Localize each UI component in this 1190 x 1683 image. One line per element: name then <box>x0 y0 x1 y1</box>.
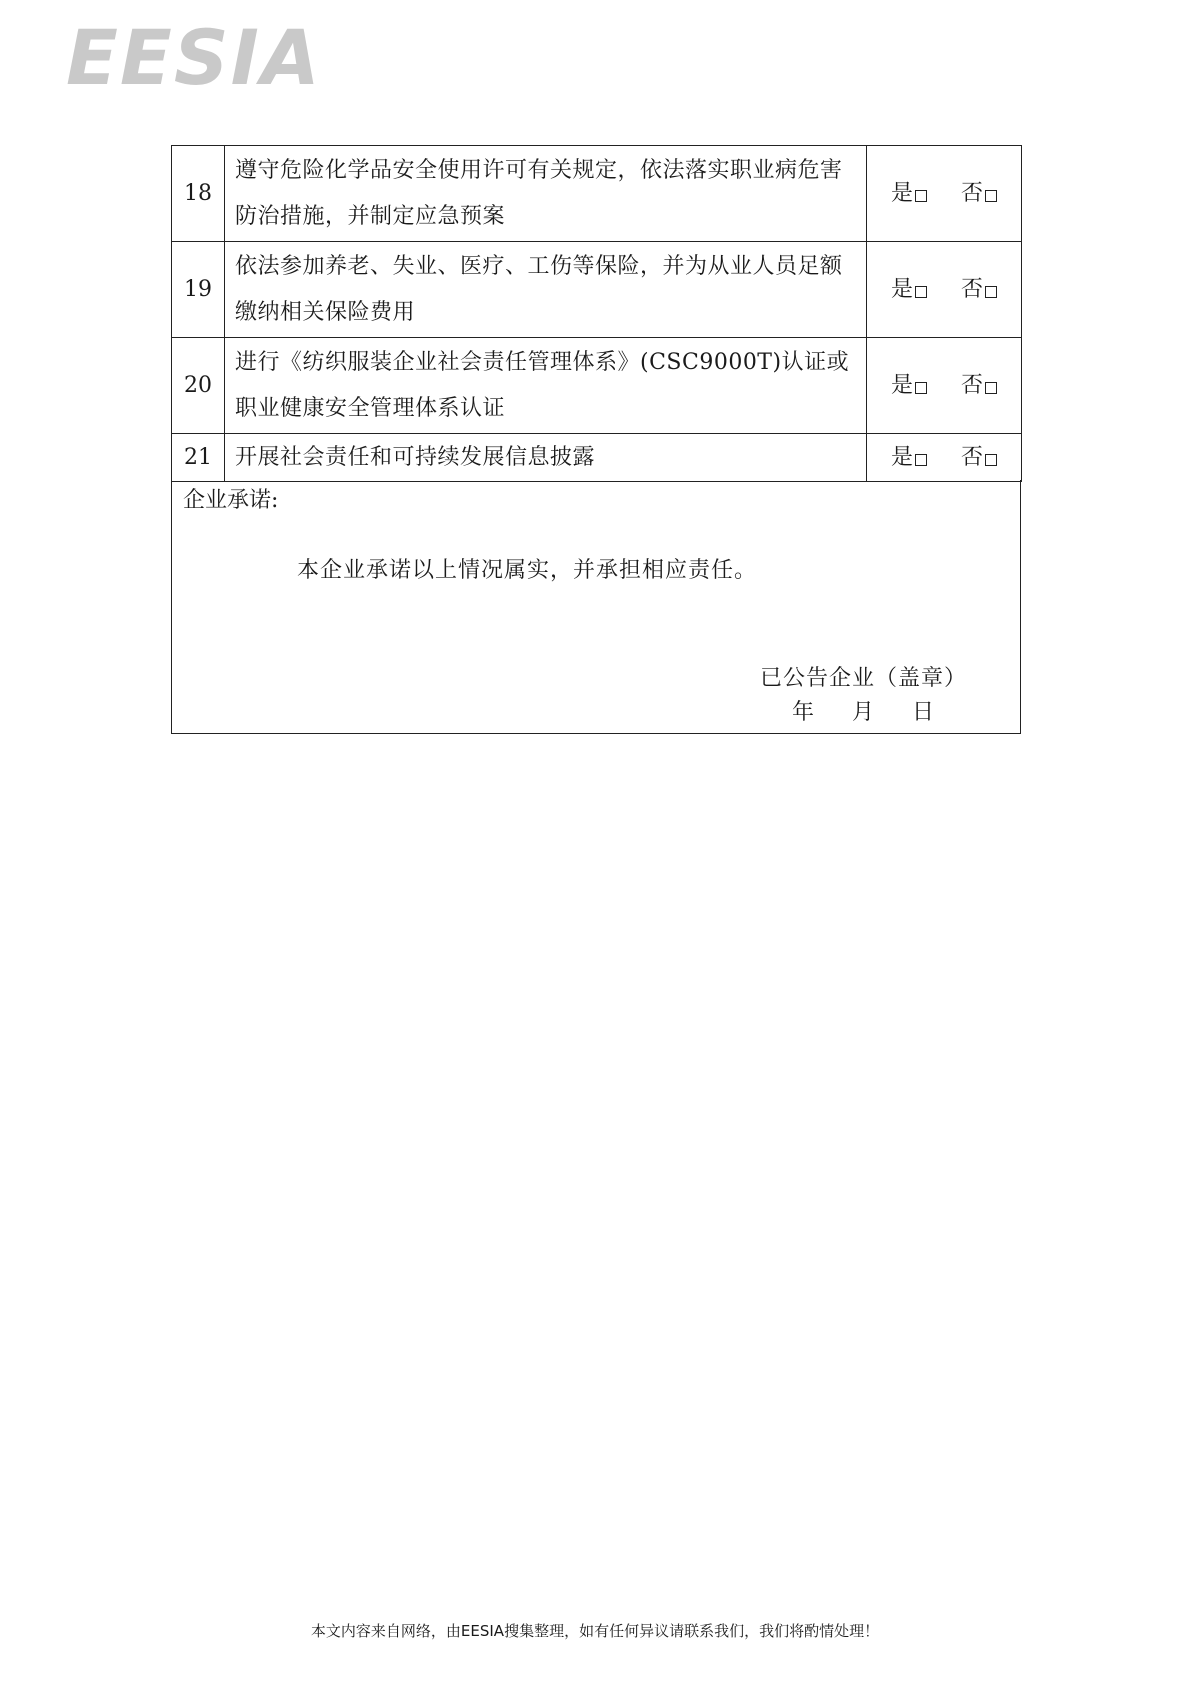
row-number: 21 <box>172 434 225 482</box>
row-number: 18 <box>172 146 225 242</box>
table-row <box>172 434 1022 482</box>
yes-label: 是 <box>890 444 913 470</box>
row-description <box>225 242 867 338</box>
table-row <box>172 146 1022 242</box>
yes-label: 是 <box>890 276 913 302</box>
no-label: 否 <box>961 444 984 470</box>
row-description <box>225 146 867 242</box>
yes-option[interactable] <box>891 363 927 409</box>
yes-checkbox[interactable] <box>915 286 927 298</box>
table-row <box>172 338 1022 434</box>
row-description-text: 开展社会责任和可持续发展信息披露 <box>235 444 596 470</box>
yes-label: 是 <box>890 372 913 398</box>
no-label: 否 <box>961 276 984 302</box>
no-checkbox[interactable] <box>985 382 997 394</box>
date-year-label: 年 <box>792 700 815 725</box>
row-number: 19 <box>172 242 225 338</box>
eesia-logo: EESIA <box>66 13 322 102</box>
no-option[interactable] <box>961 363 997 409</box>
yes-no-choice <box>867 434 1022 482</box>
promise-statement: 本企业承诺以上情况属实，并承担相应责任。 <box>297 558 758 583</box>
promise-heading: 企业承诺: <box>183 488 279 513</box>
no-checkbox[interactable] <box>985 286 997 298</box>
row-description-text: 遵守危险化学品安全使用许可有关规定，依法落实职业病危害防治措施，并制定应急预案 <box>235 157 843 229</box>
compliance-checklist-table <box>171 145 1022 482</box>
date-month-label: 月 <box>852 700 875 725</box>
no-label: 否 <box>961 180 984 206</box>
yes-no-choice <box>867 146 1022 242</box>
yes-no-choice <box>867 338 1022 434</box>
no-option[interactable] <box>961 267 997 313</box>
table-row <box>172 242 1022 338</box>
row-description <box>225 338 867 434</box>
yes-option[interactable] <box>891 267 927 313</box>
date-line <box>792 698 934 728</box>
no-option[interactable] <box>961 171 997 217</box>
yes-checkbox[interactable] <box>915 382 927 394</box>
no-option[interactable] <box>961 435 997 481</box>
no-label: 否 <box>961 372 984 398</box>
yes-checkbox[interactable] <box>915 454 927 466</box>
enterprise-promise-box <box>171 480 1021 734</box>
yes-label: 是 <box>890 180 913 206</box>
yes-checkbox[interactable] <box>915 190 927 202</box>
date-day-label: 日 <box>912 700 935 725</box>
seal-label: 已公告企业（盖章） <box>760 666 968 691</box>
footer-disclaimer: 本文内容来自网络，由EESIA搜集整理，如有任何异议请联系我们，我们将酌情处理！ <box>310 1622 880 1640</box>
yes-option[interactable] <box>891 171 927 217</box>
row-number: 20 <box>172 338 225 434</box>
no-checkbox[interactable] <box>985 190 997 202</box>
yes-option[interactable] <box>891 435 927 481</box>
row-description-text: 依法参加养老、失业、医疗、工伤等保险，并为从业人员足额缴纳相关保险费用 <box>235 253 843 325</box>
yes-no-choice <box>867 242 1022 338</box>
row-description <box>225 434 867 482</box>
row-description-text: 进行《纺织服装企业社会责任管理体系》(CSC9000T)认证或职业健康安全管理体系认证 <box>235 349 850 421</box>
no-checkbox[interactable] <box>985 454 997 466</box>
